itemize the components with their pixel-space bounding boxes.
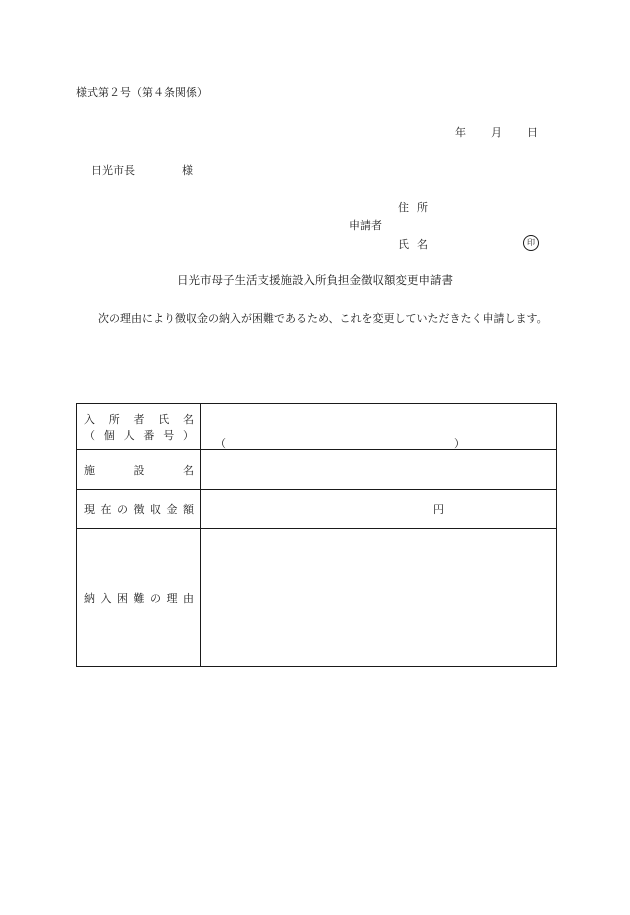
label-char: 名 <box>183 463 194 477</box>
address-label: 住所 <box>398 201 436 214</box>
label-char: 号 <box>163 428 175 442</box>
label-char: 額 <box>183 503 194 516</box>
table-row-reason <box>77 529 557 667</box>
label-char: 難 <box>133 591 145 605</box>
label-char: 所 <box>108 412 120 426</box>
label-cell-current-amount <box>77 490 201 529</box>
label-char: 在 <box>100 503 112 516</box>
label-char: 名 <box>183 412 194 426</box>
label-current-amount <box>77 501 200 517</box>
honorific: 様 <box>182 164 193 177</box>
label-char: 個 <box>103 428 115 442</box>
label-resident-name <box>77 411 200 427</box>
date-month-label: 月 <box>491 126 502 139</box>
label-char: 番 <box>143 428 155 442</box>
label-char: 徴 <box>133 503 145 516</box>
label-char: 金 <box>166 503 178 516</box>
date-year-label: 年 <box>455 126 466 139</box>
yen-unit: 円 <box>433 503 444 516</box>
label-char: の <box>150 591 161 605</box>
label-facility-name <box>77 462 200 478</box>
value-cell-reason[interactable] <box>201 529 557 667</box>
date-day-label: 日 <box>527 126 538 139</box>
value-cell-resident-name[interactable] <box>201 404 557 450</box>
label-char: 氏 <box>158 412 170 426</box>
label-char: 現 <box>84 503 95 516</box>
label-char: 設 <box>133 463 145 477</box>
label-char: の <box>117 503 128 516</box>
label-char: 者 <box>133 412 145 426</box>
label-char: 収 <box>150 503 161 516</box>
paren-open: （ <box>215 437 226 450</box>
label-reason <box>77 590 200 606</box>
table-row-facility-name <box>77 450 557 490</box>
label-cell-resident-name <box>77 404 201 450</box>
label-char: 困 <box>117 591 128 605</box>
value-cell-current-amount[interactable] <box>201 490 557 529</box>
label-char: 施 <box>84 463 95 477</box>
label-char: 理 <box>166 591 178 605</box>
name-label: 氏名 <box>398 238 436 251</box>
paren-close: ） <box>454 437 465 450</box>
label-personal-number <box>77 427 200 443</box>
value-cell-facility-name[interactable] <box>201 450 557 490</box>
label-cell-facility-name <box>77 450 201 490</box>
label-char: 入 <box>84 412 95 426</box>
label-char: 入 <box>100 591 112 605</box>
label-cell-reason <box>77 529 201 667</box>
application-form-table <box>76 403 557 667</box>
label-char: （ <box>84 428 95 442</box>
label-char: ） <box>182 428 194 442</box>
label-char: 由 <box>183 591 194 605</box>
document-title: 日光市母子生活支援施設入所負担金徴収額変更申請書 <box>177 273 453 287</box>
seal-mark: 印 <box>523 235 539 251</box>
table-row-resident-name <box>77 404 557 450</box>
addressee: 日光市長 <box>91 164 135 177</box>
applicant-label: 申請者 <box>349 219 382 232</box>
form-number: 様式第２号（第４条関係） <box>76 86 208 99</box>
label-char: 人 <box>123 428 135 442</box>
application-statement: 次の理由により徴収金の納入が困難であるため、これを変更していただきたく申請します。 <box>98 312 548 325</box>
label-char: 納 <box>84 591 95 605</box>
table-row-current-amount <box>77 490 557 529</box>
